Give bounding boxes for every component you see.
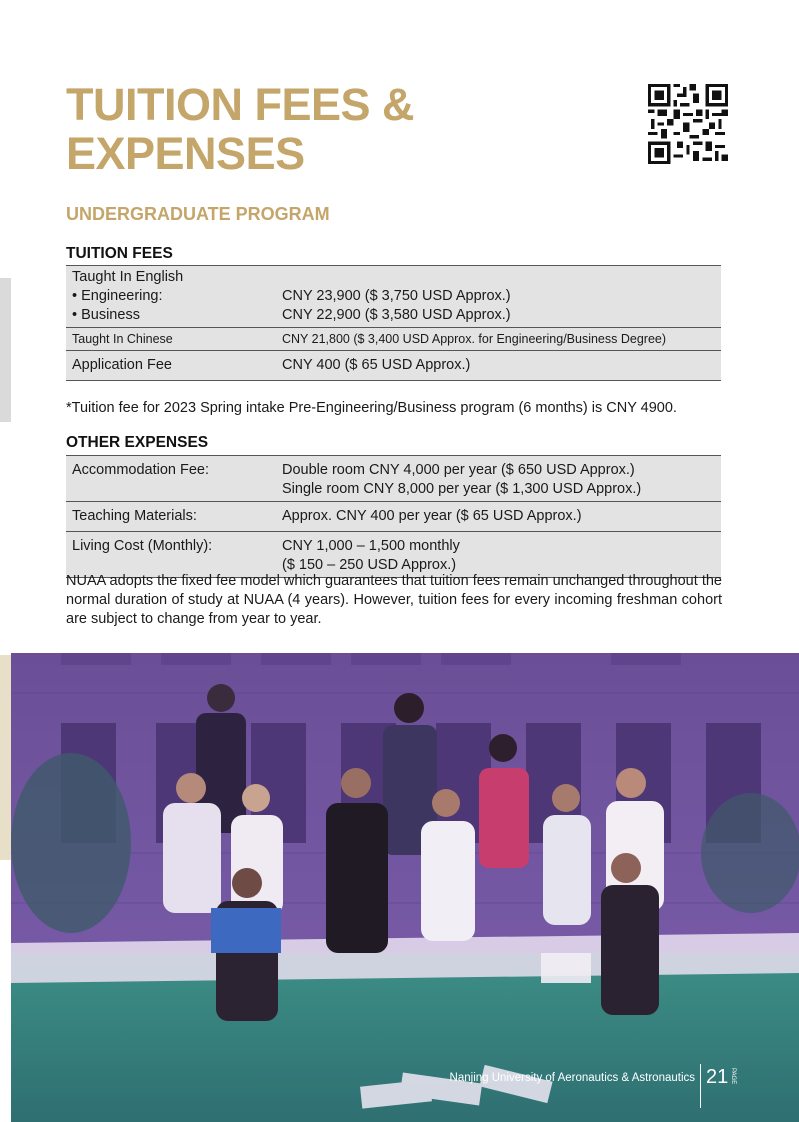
business-label: • Business [72, 307, 140, 323]
engineering-label: • Engineering: [72, 288, 163, 304]
tuition-fees-table [66, 265, 721, 381]
table-cell [276, 266, 721, 328]
chinese-value: CNY 21,800 ($ 3,400 USD Approx. for Engineering/Business Degree) [276, 328, 721, 351]
living-value-usd: ($ 150 – 250 USD Approx.) [282, 557, 457, 573]
living-label: Living Cost (Monthly): [66, 532, 276, 578]
spring-intake-note: *Tuition fee for 2023 Spring intake Pre-Engineering/Business program (6 months) is CNY 4900. [66, 400, 677, 416]
table-row [66, 351, 721, 381]
table-row [66, 328, 721, 351]
fixed-fee-paragraph: NUAA adopts the fixed fee model which guarantees that tuition fees remain unchanged throughout the normal duration of study at NUAA (4 years). However, tuition fees for every incoming freshman cohort are subject to change from year to year. [66, 573, 722, 627]
page-number: 21 [706, 1066, 729, 1088]
application-label: Application Fee [66, 351, 276, 381]
table-cell [276, 456, 721, 502]
other-expenses-heading: OTHER EXPENSES [66, 434, 209, 451]
side-tab-gray [0, 278, 11, 422]
business-value: CNY 22,900 ($ 3,580 USD Approx.) [282, 307, 511, 323]
accommodation-single: Single room CNY 8,000 per year ($ 1,300 USD Approx.) [282, 481, 642, 497]
table-row [66, 532, 721, 578]
chinese-label: Taught In Chinese [66, 328, 276, 351]
tuition-fees-heading: TUITION FEES [66, 245, 173, 262]
title-line-1: TUITION FEES & [66, 79, 415, 130]
students-photo [11, 653, 799, 1122]
table-row [66, 502, 721, 532]
other-expenses-table [66, 455, 721, 578]
page-title [66, 80, 414, 178]
accommodation-label: Accommodation Fee: [66, 456, 276, 502]
living-value-cny: CNY 1,000 – 1,500 monthly [282, 538, 460, 554]
engineering-value: CNY 23,900 ($ 3,750 USD Approx.) [282, 288, 511, 304]
table-row [66, 456, 721, 502]
accommodation-double: Double room CNY 4,000 per year ($ 650 USD Approx.) [282, 462, 635, 478]
table-row [66, 266, 721, 328]
table-cell [276, 532, 721, 578]
footer-university-name: Nanjing University of Aeronautics & Astronautics [449, 1072, 695, 1084]
page-label: PAGE [730, 1068, 736, 1085]
materials-label: Teaching Materials: [66, 502, 276, 532]
application-value: CNY 400 ($ 65 USD Approx.) [276, 351, 721, 381]
taught-english-label: Taught In English [72, 269, 184, 285]
qr-code-icon[interactable] [648, 84, 728, 164]
program-subheading: UNDERGRADUATE PROGRAM [66, 204, 330, 224]
footer-divider [700, 1064, 701, 1108]
table-cell [66, 266, 276, 328]
side-tab-beige [0, 655, 11, 860]
materials-value: Approx. CNY 400 per year ($ 65 USD Approx.) [276, 502, 721, 532]
title-line-2: EXPENSES [66, 128, 305, 179]
